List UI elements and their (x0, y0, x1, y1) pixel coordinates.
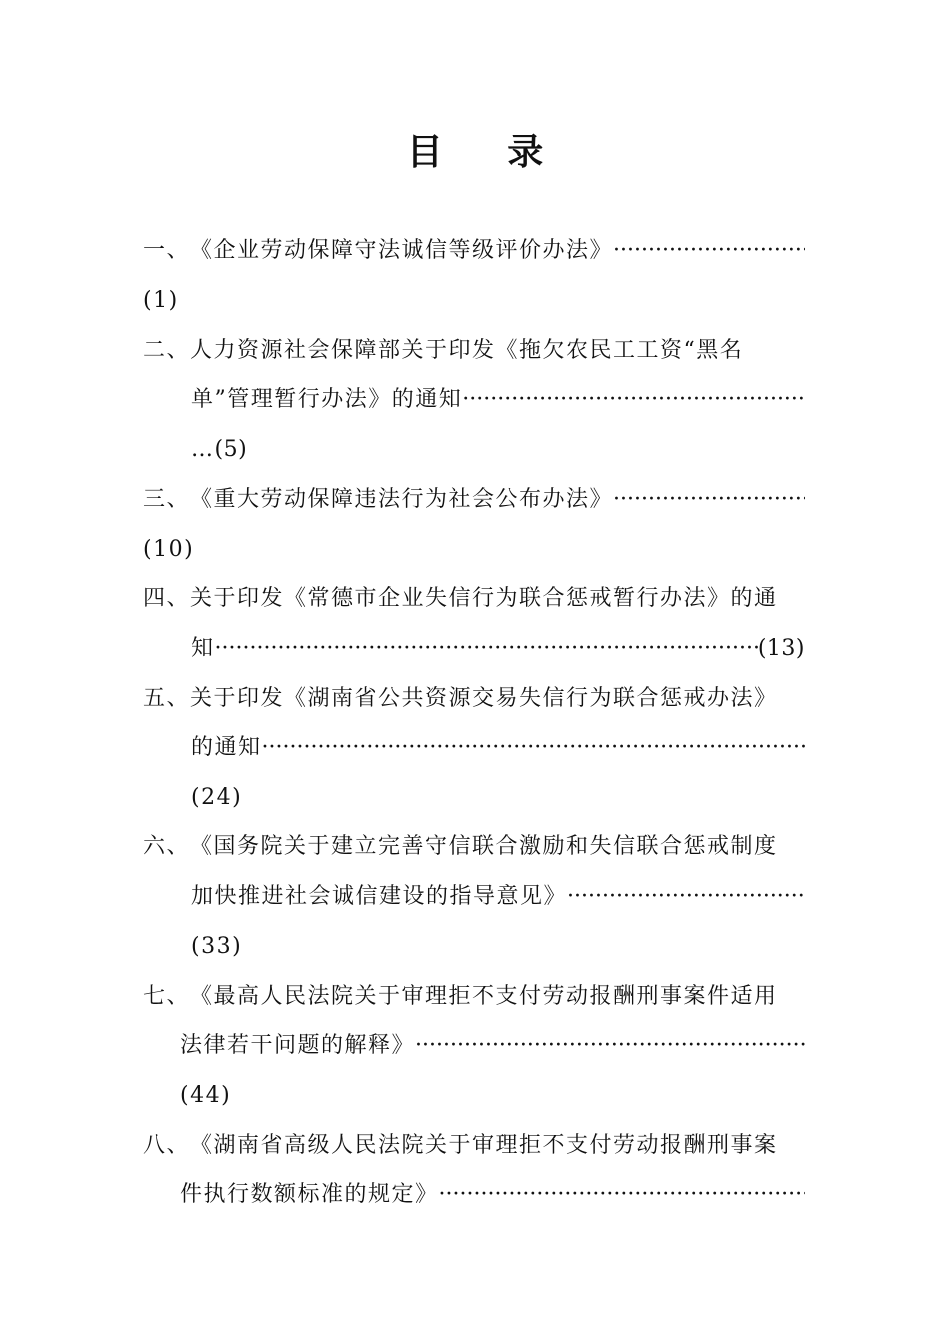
toc-entry-title: 《湖南省高级人民法院关于审理拒不支付劳动报酬刑事案 (190, 1133, 778, 1158)
toc-entry-page: (5) (214, 437, 248, 462)
toc-entry-4-line-2[interactable] (191, 634, 805, 664)
toc-entry-8-line-2[interactable] (180, 1180, 805, 1210)
toc-entry-number: 二、 (143, 338, 191, 363)
toc-entry-number: 六、 (143, 834, 191, 859)
toc-entry-4-line-1[interactable] (143, 584, 805, 614)
toc-entry-2-line-1[interactable] (143, 336, 805, 366)
toc-entry-number: 四、 (143, 586, 191, 611)
toc-entry-number: 五、 (143, 686, 191, 711)
toc-leader-dots (613, 485, 805, 515)
toc-entry-3-line-1[interactable] (143, 485, 805, 515)
toc-leader-dots (215, 634, 758, 664)
toc-entry-2-line-2[interactable] (191, 385, 805, 415)
toc-entry-number: 三、 (143, 487, 191, 512)
toc-entry-title: 关于印发《湖南省公共资源交易失信行为联合惩戒办法》 (190, 686, 778, 711)
toc-entry-6-line-1[interactable] (143, 832, 805, 862)
toc-entry-5-page[interactable]: (24) (191, 785, 243, 810)
toc-leader-dots (613, 236, 805, 266)
toc-entry-6-page[interactable]: (33) (191, 934, 243, 959)
toc-entry-6-line-2[interactable] (191, 882, 805, 912)
toc-entry-title: 人力资源社会保障部关于印发《拖欠农民工工资“黑名 (190, 338, 744, 363)
toc-entry-title-cont: 件执行数额标准的规定》 (180, 1182, 439, 1207)
toc-entry-5-line-1[interactable] (143, 684, 805, 714)
toc-entry-page: (13) (757, 636, 805, 661)
toc-leader-dots (262, 733, 805, 763)
toc-entry-title-cont: 的通知 (191, 735, 262, 760)
toc-entry-title: 《最高人民法院关于审理拒不支付劳动报酬刑事案件适用 (190, 984, 778, 1009)
toc-entry-title: 《企业劳动保障守法诚信等级评价办法》 (190, 238, 614, 263)
toc-entry-1-page[interactable]: (1) (143, 288, 179, 313)
toc-leader-dots (415, 1031, 805, 1061)
toc-entry-title-cont: 加快推进社会诚信建设的指导意见》 (191, 884, 568, 909)
toc-leader-dots (462, 385, 805, 415)
toc-entry-3-page[interactable]: (10) (143, 537, 195, 562)
toc-entry-title-cont: 单”管理暂行办法》的通知 (191, 387, 463, 412)
toc-leader-dots-short: … (191, 437, 215, 462)
toc-entry-title-cont: 法律若干问题的解释》 (180, 1033, 416, 1058)
toc-entry-7-page[interactable]: (44) (180, 1083, 232, 1108)
toc-entry-1-line-1[interactable] (143, 236, 805, 266)
toc-entry-number: 八、 (143, 1133, 191, 1158)
toc-entry-number: 一、 (143, 238, 191, 263)
toc-entry-5-line-2[interactable] (191, 733, 805, 763)
toc-entry-number: 七、 (143, 984, 191, 1009)
toc-entry-title: 关于印发《常德市企业失信行为联合惩戒暂行办法》的通 (190, 586, 778, 611)
toc-entry-7-line-2[interactable] (180, 1031, 805, 1061)
toc-entry-title: 《重大劳动保障违法行为社会公布办法》 (190, 487, 614, 512)
toc-leader-dots (439, 1180, 805, 1210)
toc-entry-8-line-1[interactable] (143, 1131, 805, 1161)
toc-entry-title: 《国务院关于建立完善守信联合激励和失信联合惩戒制度 (190, 834, 778, 859)
toc-entry-7-line-1[interactable] (143, 982, 805, 1012)
toc-title: 目 录 (406, 131, 570, 173)
toc-leader-dots (567, 882, 805, 912)
toc-entry-title-cont: 知 (191, 636, 215, 661)
toc-entry-2-line-3[interactable] (191, 435, 805, 465)
